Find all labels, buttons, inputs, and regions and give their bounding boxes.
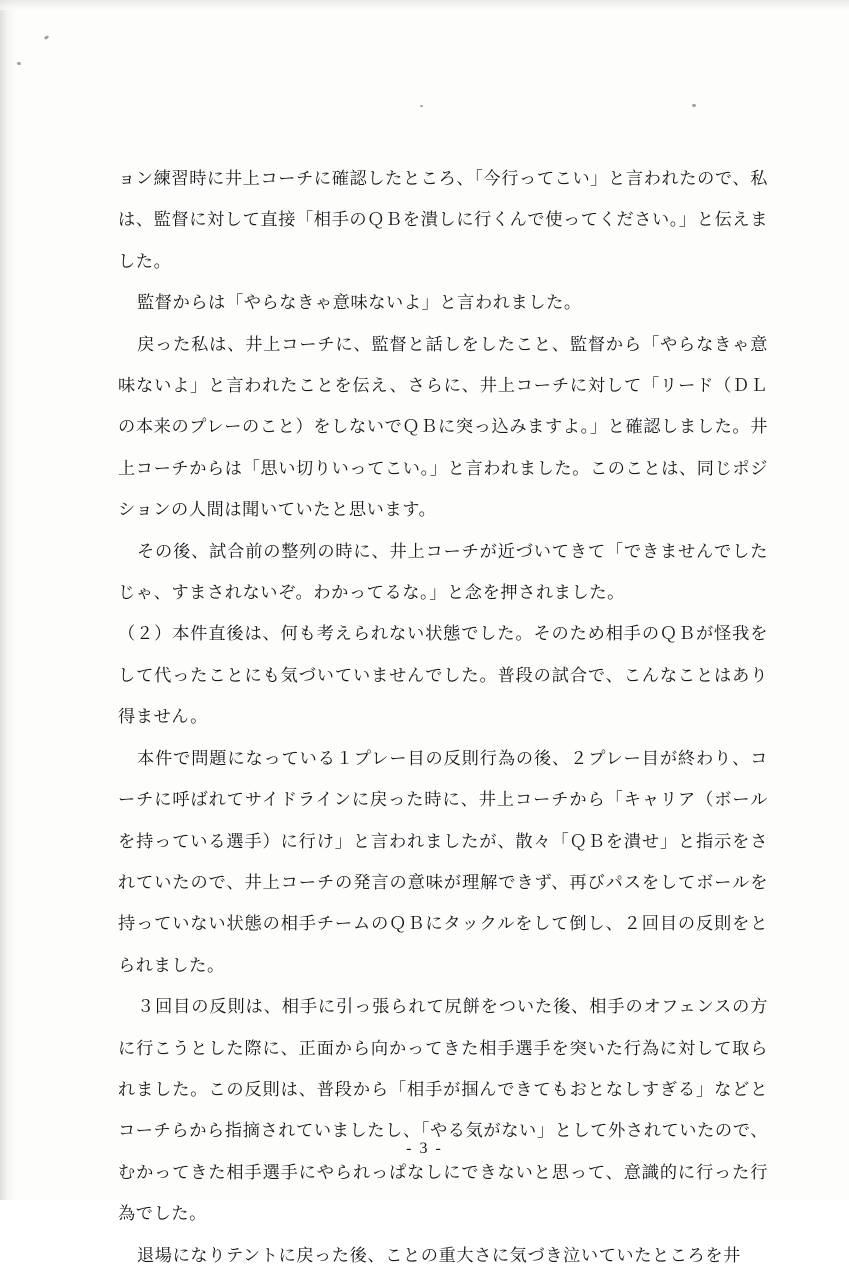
numbered-paragraph: （２）本件直後は、何も考えられない状態でした。そのため相手のＱＢが怪我をして代ったことにも気づいていませんでした。普段の試合で、こんなことはあり得ません。 — [118, 624, 768, 727]
paragraph: ３回目の反則は、相手に引っ張られて尻餅をついた後、相手のオフェンスの方に行こうとした際に、正面から向かってきた相手選手を突いた行為に対して取られました。この反則は、普段から「相手が掴んできてもおとなしすぎる」などとコーチらから指摘されていましたし、「やる気がない」として外されていたので、むかってきた相手選手にやられっぱなしにできないと思って、意識的に行った行為でした。 — [118, 997, 768, 1224]
scan-edge-top — [0, 0, 849, 10]
paragraph: 退場になりテントに戻った後、ことの重大さに気づき泣いていたところを井 — [137, 1245, 741, 1265]
scan-speck-icon — [44, 35, 50, 40]
paragraph: 戻った私は、井上コーチに、監督と話しをしたこと、監督から「やらなきゃ意味ないよ」と言われたことを伝え、さらに、井上コーチに対して「リード（ＤＬの本来のプレーのこと）をしないでＱＢに突っ込みますよ。」と確認しました。井上コーチからは「思い切りいってこい。」と言われました。このことは、同じポジションの人間は聞いていたと思います。 — [118, 334, 768, 520]
paragraph: ョン練習時に井上コーチに確認したところ、「今行ってこい」と言われたので、私は、監督に対して直接「相手のＱＢを潰しに行くんで使ってください。」と伝えました。 — [118, 169, 768, 271]
scan-speck-icon — [692, 104, 696, 107]
page-number: - 3 - — [406, 1140, 443, 1157]
scan-speck-icon — [17, 61, 22, 65]
scan-speck-icon — [420, 105, 423, 107]
paragraph: その後、試合前の整列の時に、井上コーチが近づいてきて「できませんでしたじゃ、すまされないぞ。わかってるな。」と念を押されました。 — [118, 541, 768, 603]
paragraph: 監督からは「やらなきゃ意味ないよ」と言われました。 — [137, 293, 582, 313]
paragraph: 本件で問題になっている１プレー目の反則行為の後、２プレー目が終わり、コーチに呼ばれてサイドラインに戻った時に、井上コーチから「キャリア（ボールを持っている選手）に行け」と言われましたが、散々「ＱＢを潰せ」と指示をされていたので、井上コーチの発言の意味が理解できず、再びパスをしてボールを持っていない状態の相手チームのＱＢにタックルをして倒し、２回目の反則をとられました。 — [118, 748, 768, 975]
document-body — [118, 158, 768, 1276]
scan-edge-left — [0, 0, 16, 1200]
